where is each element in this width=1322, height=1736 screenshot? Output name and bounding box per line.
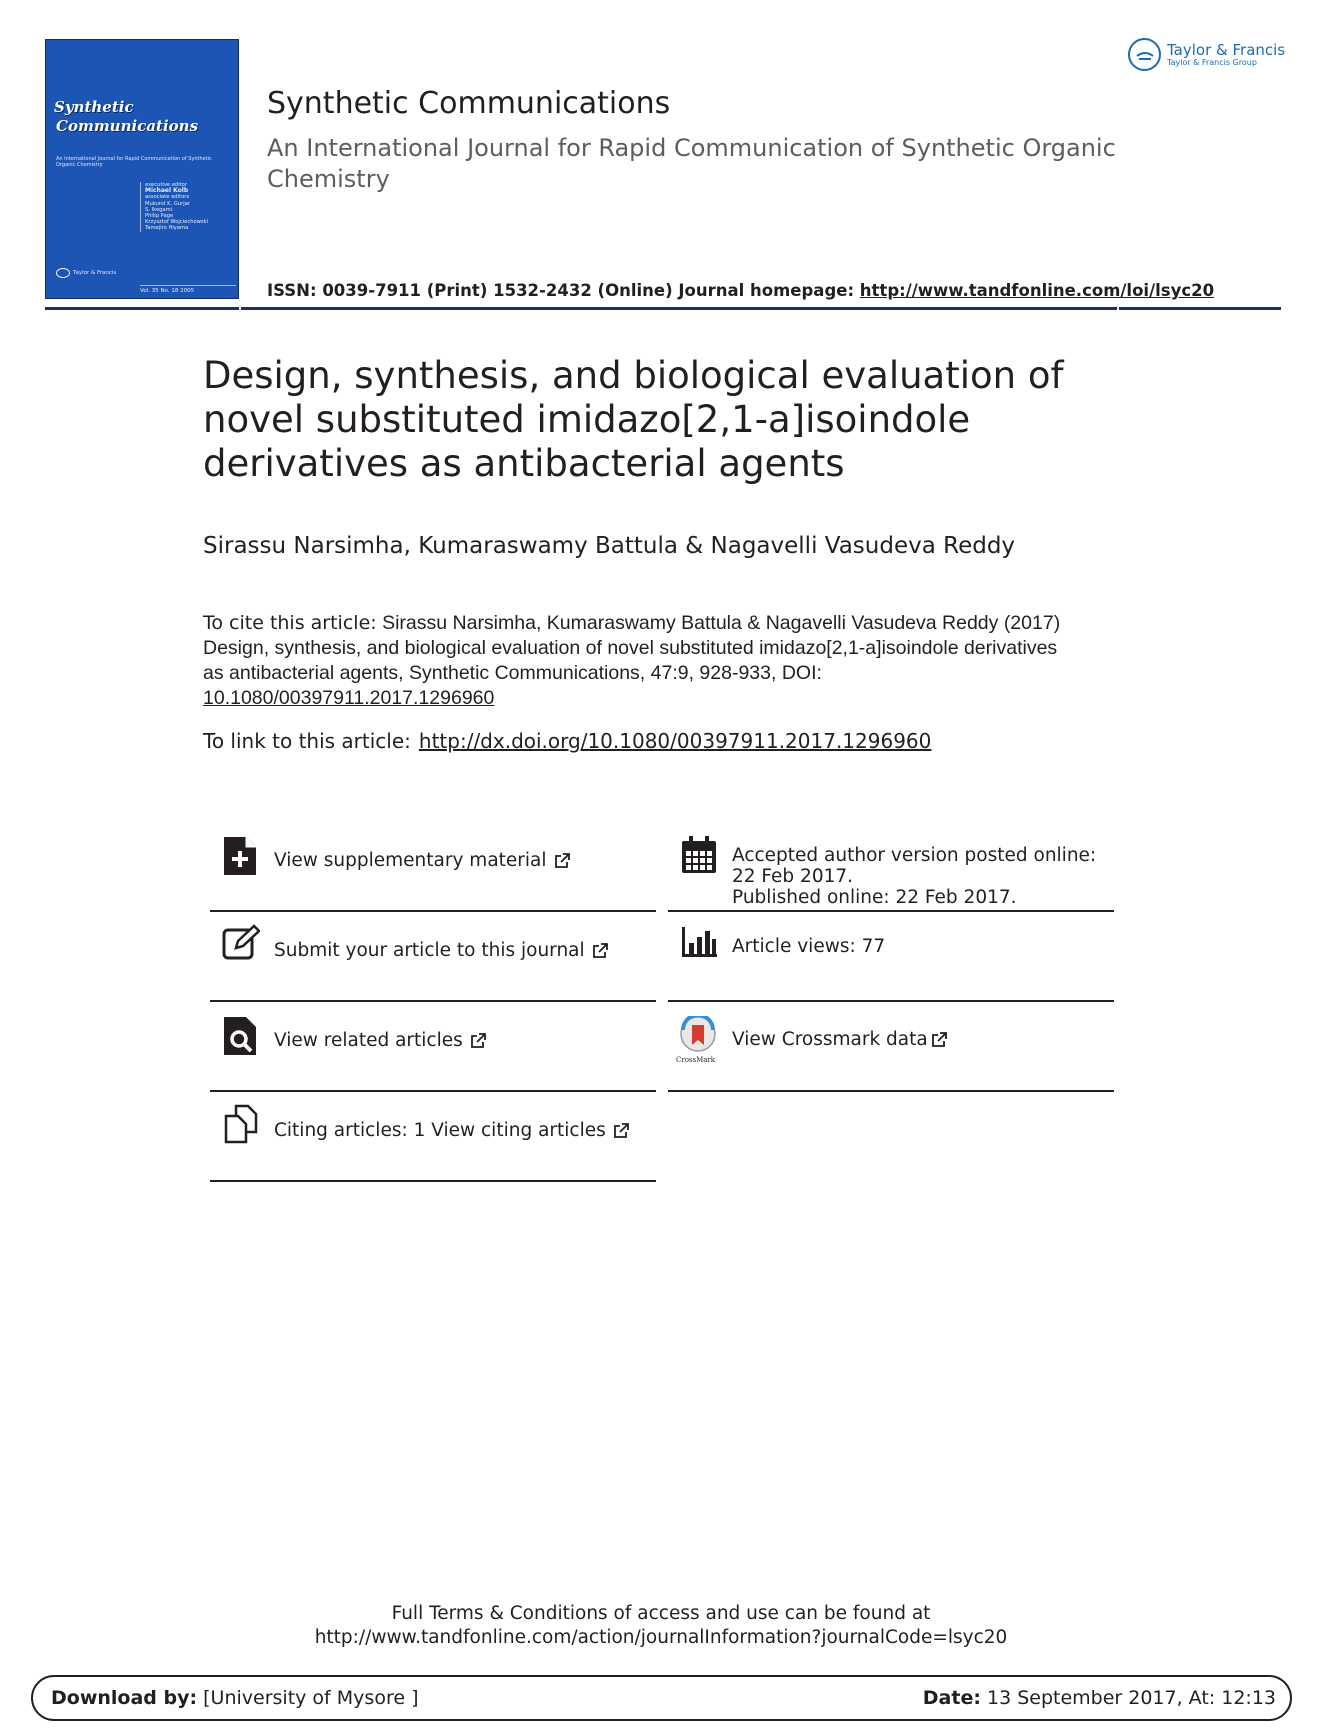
terms-line1: Full Terms & Conditions of access and use can be found at [391,1603,931,1624]
cover-associate: Krzysztof Wojciechowski [145,219,209,226]
cover-subtitle: An International Journal for Rapid Communication of Synthetic Organic Chemistry [56,156,212,168]
issn-line [267,281,1214,300]
journal-homepage-link[interactable]: http://www.tandfonline.com/loi/lsyc20 [859,281,1215,300]
related-label: View related articles [274,1030,463,1051]
article-title: Design, synthesis, and biological evaluation of novel substituted imidazo[2,1-a]isoindole derivatives as antibacterial agents [203,354,1064,485]
submit-article-item[interactable] [210,912,656,1002]
accepted-date: Accepted author version posted online: 22 Feb 2017. [732,845,1097,887]
logo-group: Taylor & Francis Group [1167,58,1257,67]
crossmark-icon [678,1016,718,1064]
download-date [923,1687,1276,1709]
article-views-item [668,912,1114,1002]
logo-name: Taylor & Francis [1167,41,1286,59]
external-link-icon [613,1123,627,1137]
cover-associate: S. Ikegami [145,206,173,213]
journal-subtitle: An International Journal for Rapid Communication of Synthetic Organic Chemistry [267,134,1116,193]
related-link[interactable] [274,1030,484,1051]
citing-articles-item[interactable] [210,1092,656,1182]
cover-associate: Tamejiro Hiyama [145,225,189,232]
supplementary-label: View supplementary material [274,850,547,871]
cite-doi-link[interactable]: 10.1080/00397911.2017.1296960 [203,687,495,709]
supplementary-material-item[interactable] [210,822,656,912]
issn-text: ISSN: 0039-7911 (Print) 1532-2432 (Online) Journal homepage: [267,281,860,300]
download-info-bar [31,1675,1292,1721]
header-rule-gap [1117,307,1119,310]
copy-documents-icon [222,1104,258,1146]
taylor-francis-logo-icon [1128,38,1161,71]
journal-title: Synthetic Communications [267,86,671,121]
submit-link[interactable] [274,940,606,961]
article-views: Article views: 77 [732,936,886,957]
download-by [51,1687,418,1709]
supplementary-link[interactable] [274,850,568,871]
crossmark-item[interactable] [668,1002,1114,1092]
cover-title-line2: Communications [56,117,199,135]
date-value: 13 September 2017, At: 12:13 [980,1687,1276,1709]
journal-cover-image [45,39,239,299]
cover-title [54,98,198,136]
citing-label: Citing articles: 1 View citing articles [274,1120,606,1141]
cover-publisher-name: Taylor & Francis [73,270,117,276]
cover-volume: Vol. 35 No. 18 2005 [140,285,236,294]
external-link-icon [554,853,568,867]
cover-editor: Michael Kolb [145,187,189,195]
publication-dates [732,845,1112,908]
date-label: Date: [922,1687,981,1709]
related-articles-item[interactable] [210,1002,656,1092]
citing-link[interactable] [274,1120,627,1141]
link-label: To link to this article: [203,729,411,753]
cite-text: Sirassu Narsimha, Kumaraswamy Battula & Nagavelli Vasudeva Reddy (2017) Design, synthesis, and biological evaluation of novel substituted imidazo[2,1-a]isoindole derivatives as antibacterial agents, Synthetic Communications, 47:9, 928-933, DOI: [203,612,1061,684]
crossmark-badge-text: CrossMark [676,1056,716,1064]
external-link-icon [470,1033,484,1047]
external-link-icon [592,943,606,957]
citation [203,611,1083,711]
header-rule-gap [239,307,241,310]
calendar-icon [680,835,716,877]
publisher-logo-icon [56,268,70,278]
cover-associate: Mukund K. Gurjar [145,200,191,207]
cover-associate-label: associate editors [145,194,190,201]
taylor-francis-logo [1128,38,1285,71]
cover-editors [140,182,208,232]
cite-label: To cite this article: [203,612,377,634]
external-link-icon [931,1032,945,1046]
cover-title-line1: Synthetic [54,98,134,116]
header-rule [45,307,1281,310]
crossmark-link[interactable] [732,1029,945,1050]
published-date: Published online: 22 Feb 2017. [732,887,1017,908]
article-authors: Sirassu Narsimha, Kumaraswamy Battula & Nagavelli Vasudeva Reddy [203,533,1016,559]
terms-url[interactable]: http://www.tandfonline.com/action/journalInformation?journalCode=lsyc20 [314,1627,1008,1648]
bar-chart-icon [680,927,716,969]
cover-associate: Philip Page [145,213,174,220]
publication-dates-item [668,822,1114,912]
terms-conditions [0,1602,1322,1650]
submit-label: Submit your article to this journal [274,940,585,961]
document-search-icon [222,1015,258,1057]
cover-editor-label: executive editor [145,182,187,188]
cover-publisher [56,268,116,278]
download-label: Download by: [51,1687,198,1709]
edit-icon [222,924,258,966]
document-plus-icon [222,835,258,877]
article-doi-link[interactable]: http://dx.doi.org/10.1080/00397911.2017.1296960 [418,729,932,753]
article-link [203,729,931,753]
download-value: [University of Mysore ] [197,1687,419,1709]
crossmark-label: View Crossmark data [732,1029,928,1050]
